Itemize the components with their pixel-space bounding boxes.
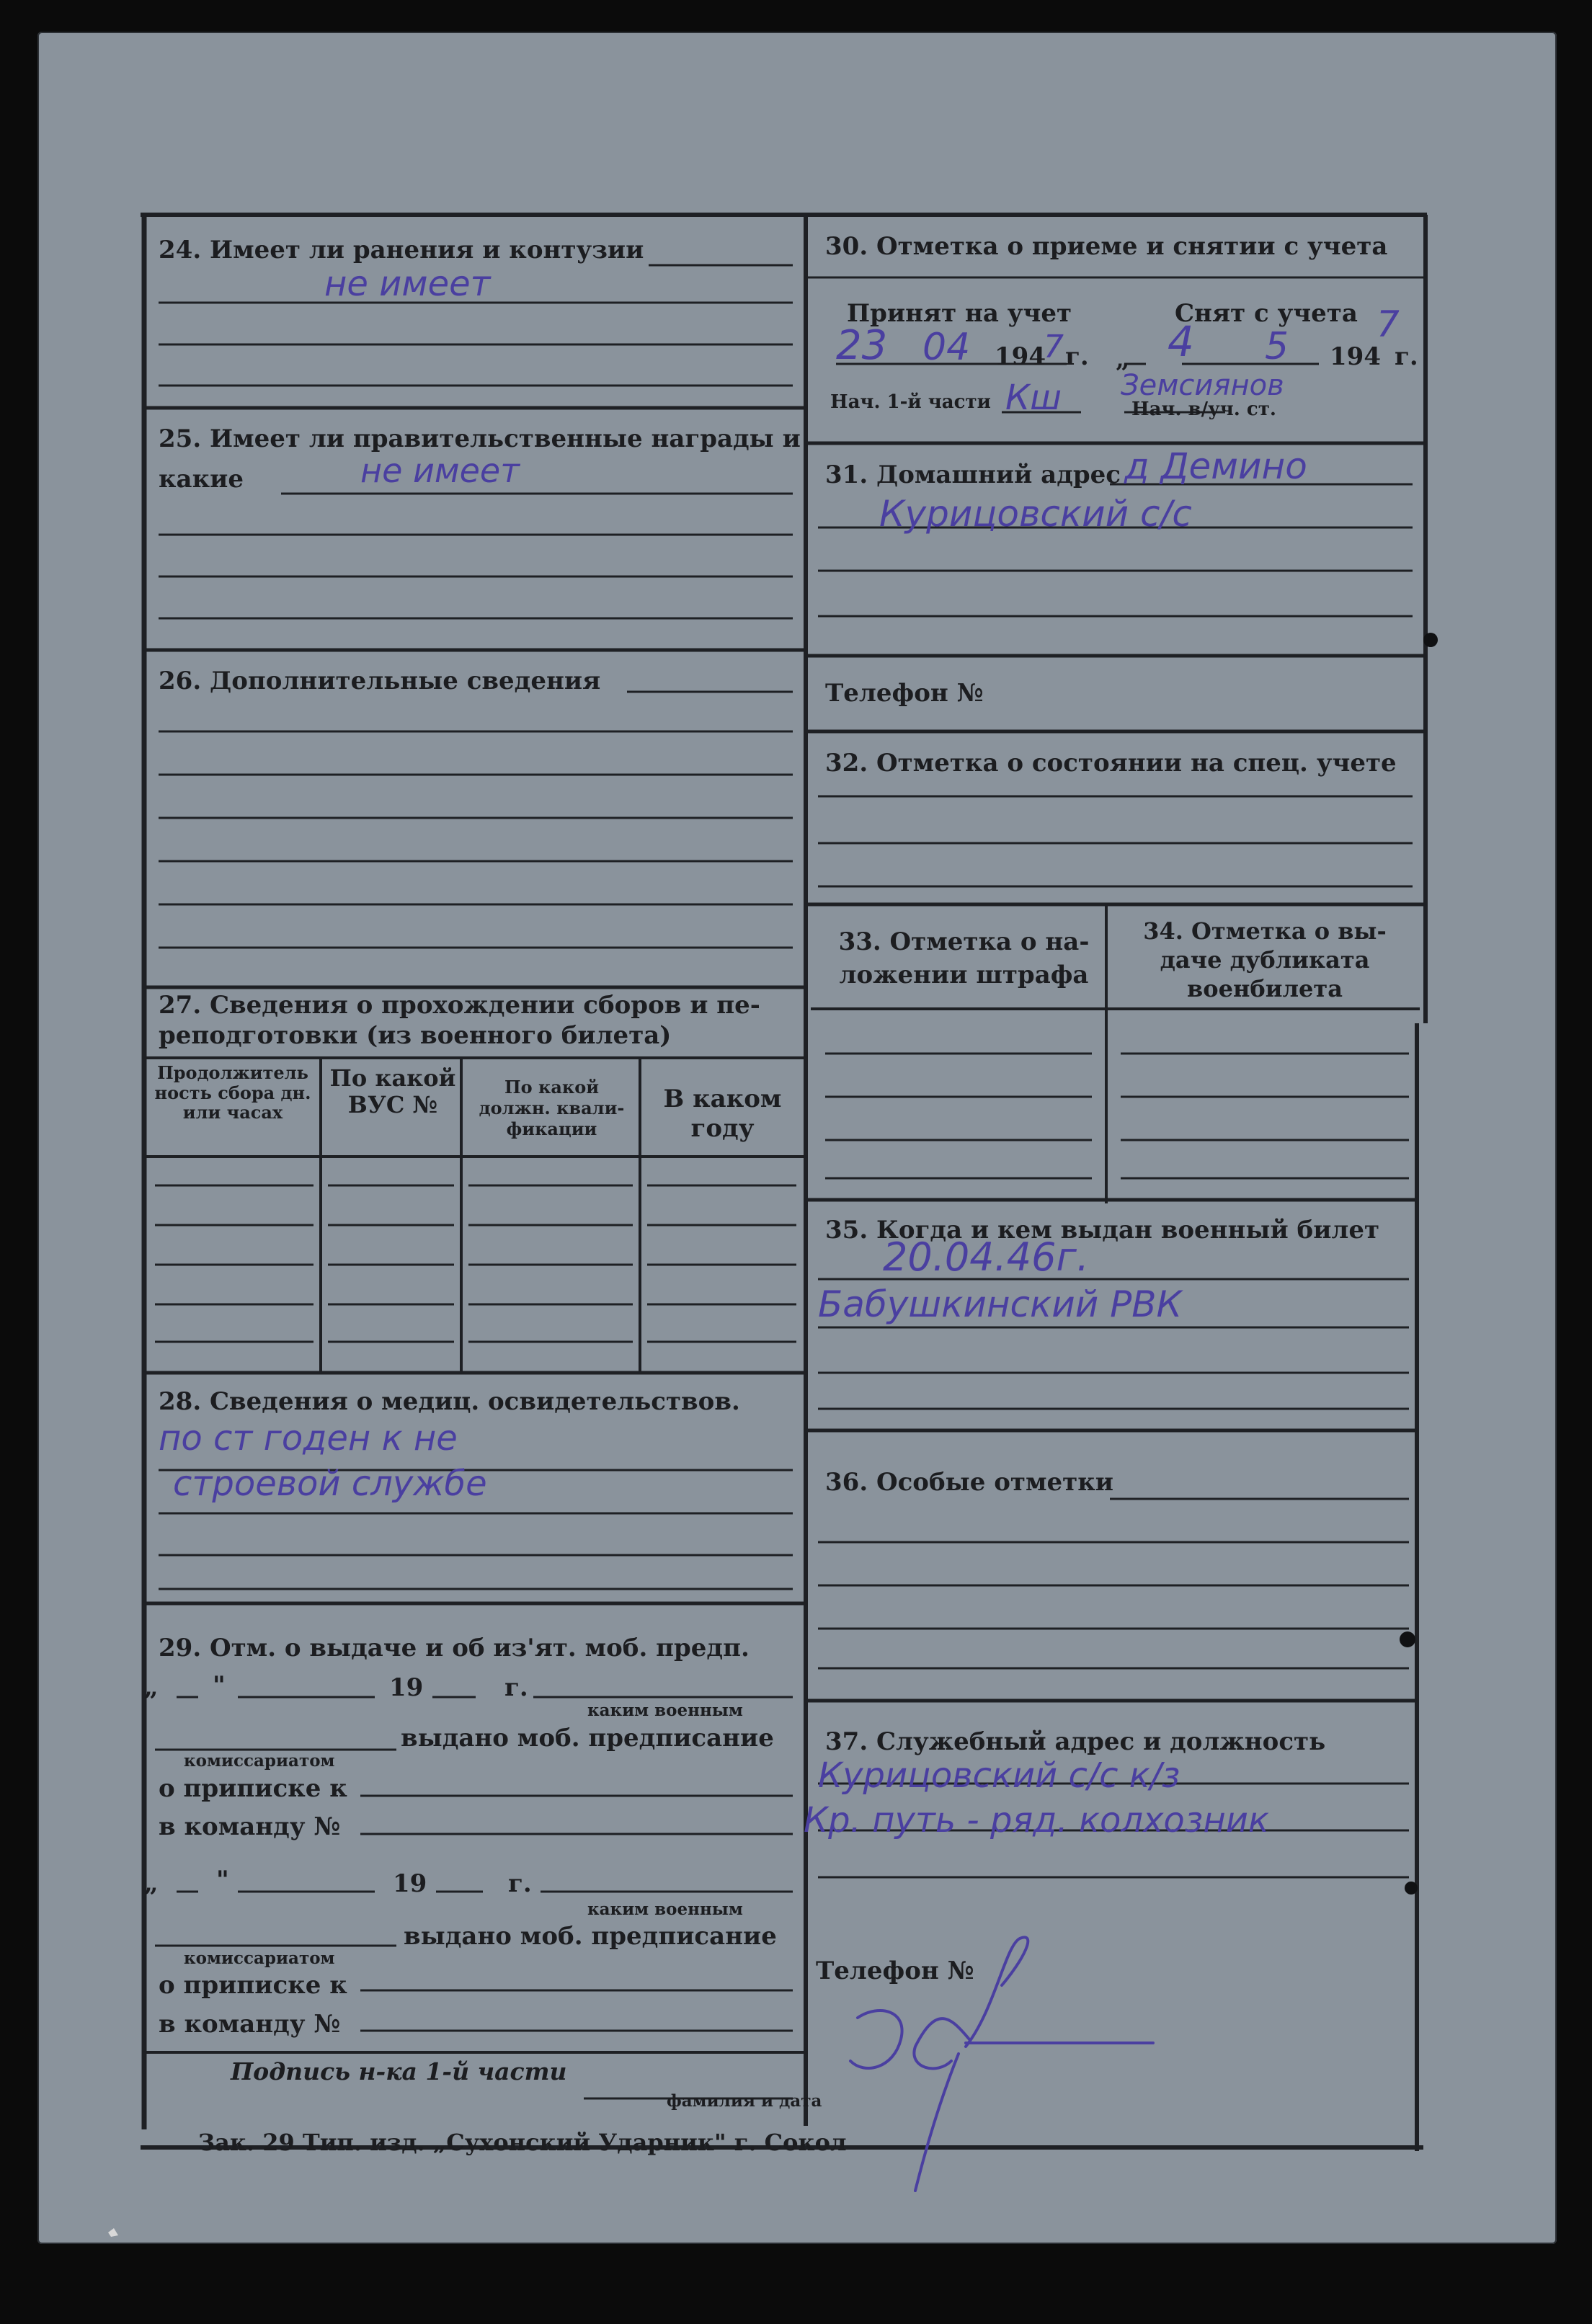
field-31-label: 31. Домашний адрес — [825, 460, 1121, 489]
field-29-commissariat-2: комиссариатом — [184, 1949, 335, 1968]
field-29-assign-2a: о приписке к — [159, 1971, 347, 2000]
field-28-label: 28. Сведения о медиц. освидетельствов. — [159, 1387, 740, 1416]
field-34-label: 34. Отметка о вы- даче дубликата военбилета — [1143, 917, 1387, 1002]
field-32-label: 32. Отметка о состоянии на спец. учете — [825, 749, 1397, 778]
field-27-col-position: По какой должн. квали- фикации — [479, 1077, 625, 1139]
field-37-value-2: Кр. путь - ряд. колхозник — [804, 1800, 1269, 1840]
field-29-year-suffix-1: г. — [504, 1673, 528, 1702]
field-30-chief-removed: Нач. в/уч. ст. — [1131, 399, 1276, 420]
field-30-year-1: 194 — [995, 342, 1046, 371]
field-30-removed: Снят с учета — [1175, 299, 1358, 328]
field-29-issued-1: выдано моб. предписание — [401, 1724, 774, 1753]
field-37-label: 37. Служебный адрес и должность — [825, 1727, 1326, 1756]
field-29-assign-1a: о приписке к — [159, 1774, 347, 1803]
field-25-value: не имеет — [360, 451, 520, 490]
field-29-year-2: 19 — [393, 1869, 427, 1898]
field-31-phone-label: Телефон № — [825, 679, 984, 708]
signature-caption: фамилия и дата — [667, 2091, 822, 2111]
field-25-label-1: 25. Имеет ли правительственные награды и — [159, 424, 801, 453]
field-31-value-1: д Демино — [1124, 445, 1307, 487]
field-27-label-2: реподготовки (из военного билета) — [159, 1021, 672, 1050]
field-30-year-suffix-2: г. — [1395, 342, 1418, 371]
field-30-year-2: 194 — [1330, 342, 1381, 371]
field-30-date-open: „ — [1116, 345, 1130, 374]
field-29-year-suffix-2: г. — [508, 1869, 532, 1898]
field-29-date-close-1: " — [213, 1671, 226, 1700]
field-29-date-open-1: „ — [144, 1673, 159, 1702]
field-30-removed-month: 5 — [1265, 325, 1289, 368]
field-27-col-duration: Продолжитель ность сбора дн. или часах — [154, 1062, 311, 1123]
field-30-chief-sign: Кш — [1005, 378, 1062, 418]
field-29-issued-2: выдано моб. предписание — [404, 1922, 777, 1951]
field-30-removed-note: Земсиянов — [1121, 369, 1284, 402]
field-30-accepted-month: 04 — [922, 326, 971, 369]
field-29-assign-1b: в команду № — [159, 1812, 341, 1841]
field-33-label: 33. Отметка о на- ложении штрафа — [838, 927, 1090, 989]
field-28-value-1: по ст годен к не — [159, 1418, 458, 1459]
field-30-accepted-year: 7 — [1044, 329, 1064, 365]
field-24-value: не имеет — [324, 264, 491, 304]
field-36-label: 36. Особые отметки — [825, 1468, 1113, 1497]
field-30-label: 30. Отметка о приеме и снятии с учета — [825, 232, 1388, 261]
field-30-accepted: Принят на учет — [847, 299, 1072, 328]
field-29-label: 29. Отм. о выдаче и об из'ят. моб. предп. — [159, 1634, 750, 1662]
field-29-year-1: 19 — [389, 1673, 424, 1702]
field-35-label: 35. Когда и кем выдан военный билет — [825, 1216, 1380, 1245]
field-30-removed-year: 7 — [1377, 303, 1400, 345]
field-25-label-2: какие — [159, 465, 244, 494]
field-31-value-2: Курицовский с/с — [879, 493, 1192, 535]
field-29-commissariat-1: комиссариатом — [184, 1751, 335, 1771]
field-37-phone-label: Телефон № — [816, 1956, 974, 1985]
field-29-issuer-1: каким военным — [587, 1701, 743, 1720]
field-29-assign-2b: в команду № — [159, 2010, 341, 2039]
field-35-value-1: 20.04.46г. — [883, 1234, 1090, 1280]
printer-imprint: Зак. 29 Тип. изд. „Сухонский Ударник" г. Сокол — [198, 2129, 847, 2156]
field-28-value-2: строевой службе — [173, 1464, 487, 1504]
field-27-label-1: 27. Сведения о прохождении сборов и пе- — [159, 991, 760, 1020]
field-24-label: 24. Имеет ли ранения и контузии — [159, 236, 644, 264]
field-26-label: 26. Дополнительные сведения — [159, 667, 601, 695]
field-27-col-year: В каком году — [663, 1085, 782, 1143]
field-30-accepted-day: 23 — [836, 322, 888, 369]
field-27-col-vus: По какой ВУС № — [329, 1064, 456, 1118]
field-30-removed-day: 4 — [1168, 317, 1194, 366]
field-29-date-close-2: " — [216, 1866, 229, 1895]
field-30-chief: Нач. 1-й части — [830, 391, 991, 413]
field-29-issuer-2: каким военным — [587, 1900, 743, 1919]
field-35-value-2: Бабушкинский РВК — [818, 1283, 1183, 1325]
field-29-date-open-2: „ — [144, 1869, 159, 1898]
field-37-value-1: Курицовский с/с к/з — [818, 1755, 1180, 1796]
field-30-year-suffix-1: г. — [1065, 342, 1089, 371]
signature-label: Подпись н-ка 1-й части — [231, 2057, 567, 2085]
